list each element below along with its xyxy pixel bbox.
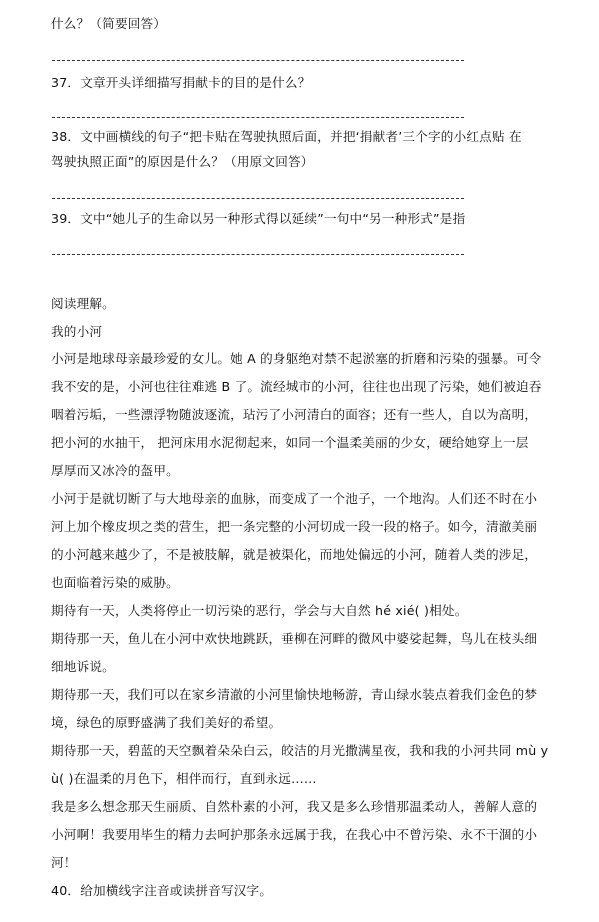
passage-line: 也面临着污染的威胁。 [51,575,179,590]
passage-line: 细地诉说。 [51,659,115,674]
passage-line: 河上加个橡皮坝之类的营生，把一条完整的小河切成一段一段的格子。如今，清澈美丽 [51,519,538,534]
answer-line [52,254,464,255]
question-39: 39．文中“她儿子的生命以另一种形式得以延续”一句中“另一种形式”是指 [51,211,466,226]
passage-line: 我是多么想念那天生丽质、自然朴素的小河，我又是多么珍惜那温柔动人，善解人意的 [51,799,538,814]
passage-line: 期待那一天，鱼儿在小河中欢快地跳跃，垂柳在河畔的微风中婆娑起舞，鸟儿在枝头细 [51,631,538,646]
question-38: 38．文中画横线的句子“把卡贴在驾驶执照后面，并把‘捐献者’三个字的小红点贴 在 [51,129,522,144]
answer-line [52,60,464,61]
passage-line: 境，绿色的原野盛满了我们美好的希望。 [51,715,282,730]
passage-line: 小河啊！我要用毕生的精力去呵护那条永远属于我，在我心中不曾污染、永不干涸的小 [51,827,538,842]
passage-line: 咽着污垢，一些漂浮物随波逐流，玷污了小河清白的面容；还有一些人，自以为高明， [51,407,538,422]
passage-line: 河！ [51,855,77,870]
question-37: 37．文章开头详细描写捐献卡的目的是什么？ [51,75,311,90]
passage-line: 我不安的是，小河也往往难逃 B 了。流经城市的小河，往往也出现了污染，她们被迫吞 [51,379,542,394]
passage-line: 期待那一天，我们可以在家乡清澈的小河里愉快地畅游，青山绿水装点着我们金色的梦 [51,687,538,702]
passage-line: 小河于是就切断了与大地母亲的血脉，而变成了一个池子，一个地沟。人们还不时在小 [51,491,538,506]
section-heading: 阅读理解。 [51,296,115,311]
question-38-cont: 驾驶执照正面”的原因是什么？（用原文回答） [51,154,314,169]
passage-line: 厚厚而又冰冷的盔甲。 [51,463,179,478]
text-line: 什么？（简要回答） [51,16,167,31]
passage-line: 期待有一天，人类将停止一切污染的恶行，学会与大自然 hé xié( )相处。 [51,603,468,618]
question-40: 40．给加横线字注音或读拼音写汉字。 [51,883,273,898]
passage-line: 把小河的水抽干， 把河床用水泥彻起来，如同一个温柔美丽的少女，硬给她穿上一层 [51,435,529,450]
passage-line: 期待那一天，碧蓝的天空飘着朵朵白云，皎洁的月光撒满星夜，我和我的小河共同 mù y [51,743,549,758]
passage-title: 我的小河 [51,324,103,339]
answer-line [52,117,464,118]
answer-line [52,198,464,199]
passage-line: 小河是地球母亲最珍爱的女儿。她 A 的身躯绝对禁不起淤塞的折磨和污染的强暴。可令 [51,351,542,366]
passage-line: 的小河越来越少了，不是被肢解，就是被渠化，而地处偏远的小河，随着人类的涉足， [51,547,538,562]
passage-line: ù( )在温柔的月色下，相伴而行，直到永远…… [51,771,317,786]
